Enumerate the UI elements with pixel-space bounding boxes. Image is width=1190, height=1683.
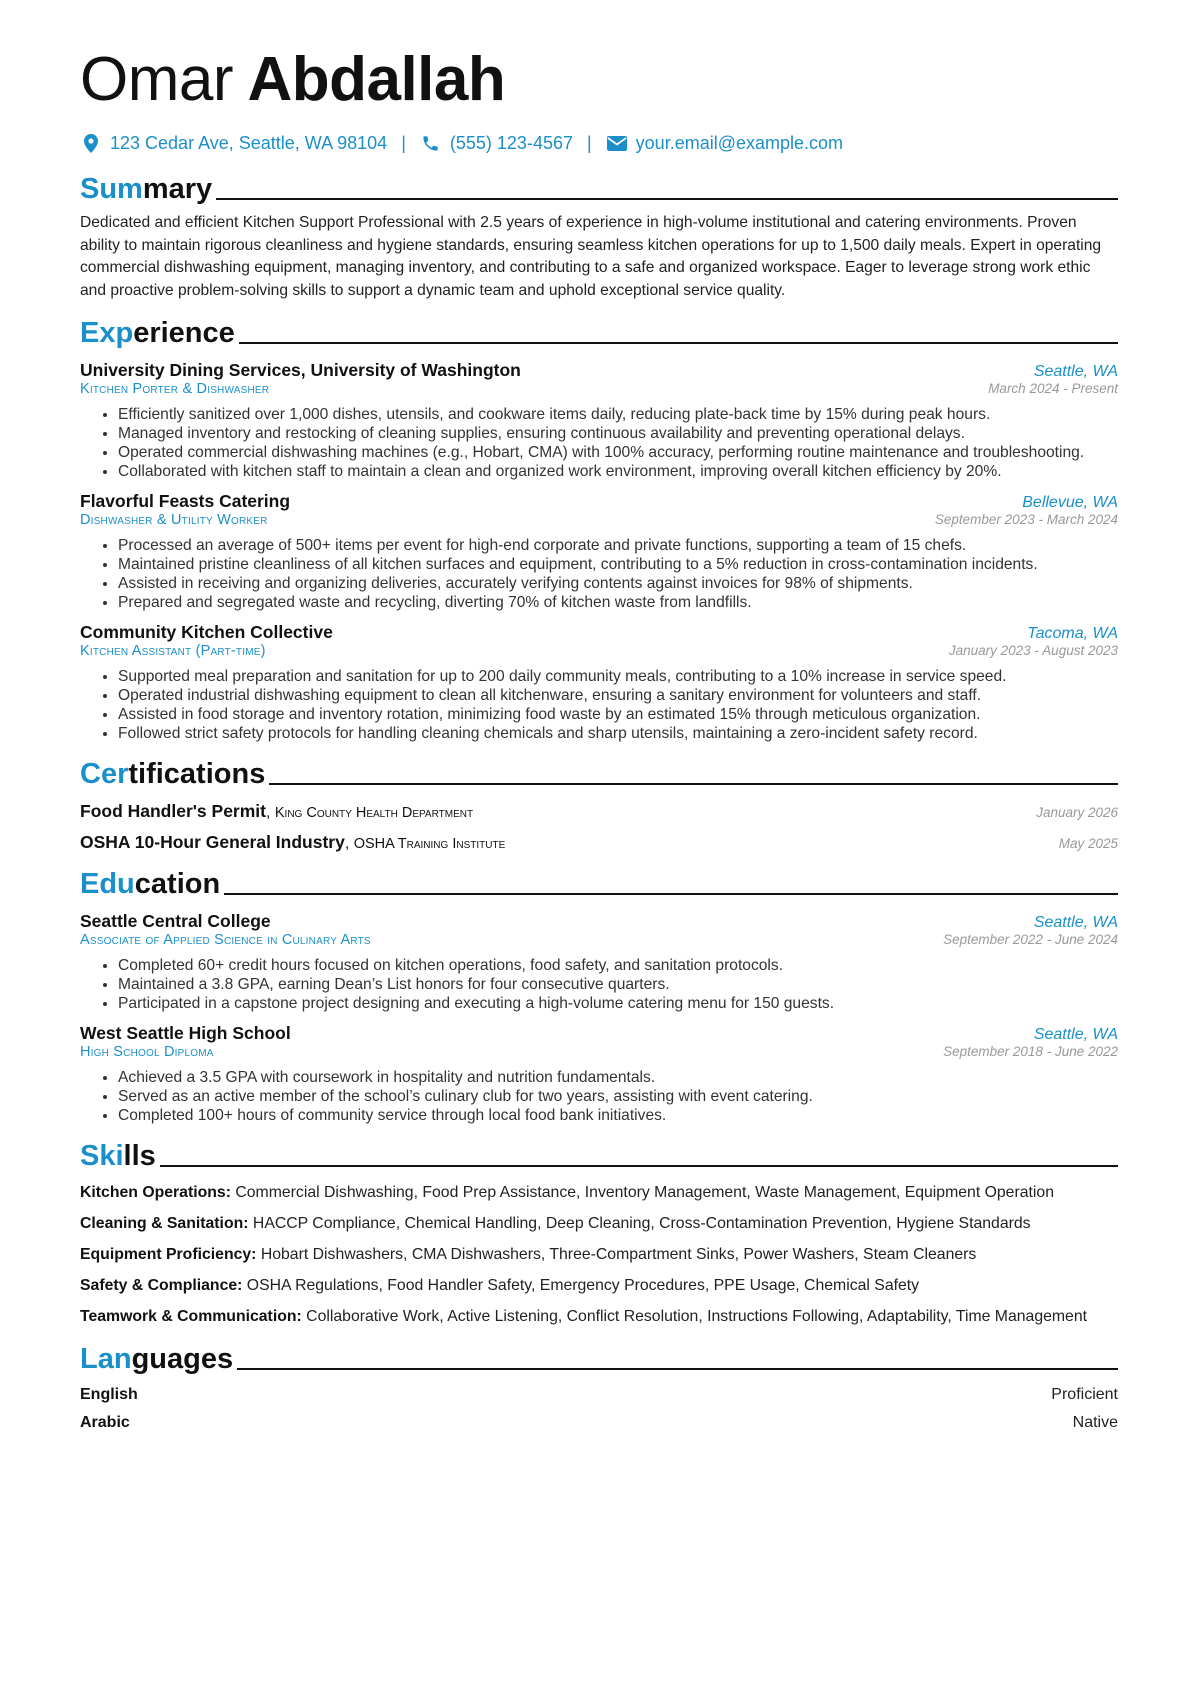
heading-rest: lls: [123, 1140, 156, 1172]
certification-date: May 2025: [1058, 836, 1118, 851]
skill-category: Safety & Compliance:: [80, 1277, 243, 1294]
phone-item[interactable]: [420, 133, 573, 154]
certification-issuer: King County Health Department: [274, 805, 474, 821]
bullet-item: • Participated in a capstone project designing and executing a high-volume catering menu for 150 guests.: [118, 994, 1118, 1013]
certification-name: OSHA 10-Hour General Industry: [80, 832, 345, 852]
heading-accent: Ski: [80, 1140, 124, 1172]
bullet-item: • Prepared and segregated waste and recycling, diverting 70% of kitchen waste from landfills.: [118, 593, 1118, 612]
email-link[interactable]: your.email@example.com: [635, 132, 844, 153]
language-name: Arabic: [80, 1414, 130, 1431]
skill-line: [80, 1213, 1118, 1235]
address-item: [80, 133, 387, 154]
employer-name: University Dining Services, University of Washington: [80, 360, 521, 380]
experience-entry: [80, 491, 1118, 612]
contact-separator: |: [401, 132, 406, 153]
education-heading: [80, 863, 1118, 901]
heading-rest: cation: [134, 868, 221, 900]
job-location: Tacoma, WA: [1027, 625, 1118, 642]
school-location: Seattle, WA: [1033, 1026, 1118, 1043]
summary-heading: [80, 168, 1118, 206]
heading-rule: [237, 1368, 1118, 1370]
bullet-item: • Operated industrial dishwashing equipment to clean all kitchenware, ensuring a sanitary environment for volunteers and staff.: [118, 686, 1118, 705]
certification-item: OSHA 10-Hour General Industry, OSHA Training Institute May 2025: [80, 832, 1118, 852]
heading-accent: Edu: [80, 868, 135, 900]
education-bullets: [80, 956, 1118, 1013]
job-bullets: [80, 405, 1118, 481]
bullet-item: • Maintained pristine cleanliness of all kitchen surfaces and equipment, contributing to a 5% reduction in cross-contamination incidents.: [118, 555, 1118, 574]
heading-rest: erience: [133, 317, 235, 349]
certifications-heading: [80, 753, 1118, 791]
heading-accent: Cer: [80, 758, 129, 790]
school-name: West Seattle High School: [80, 1023, 291, 1043]
certification-item: Food Handler's Permit, King County Health Department January 2026: [80, 801, 1118, 821]
address-text: 123 Cedar Ave, Seattle, WA 98104: [110, 132, 388, 153]
degree-title: Associate of Applied Science in Culinary Arts: [80, 932, 371, 948]
school-dates: September 2022 - June 2024: [943, 932, 1118, 947]
envelope-icon: [606, 136, 628, 151]
heading-rest: guages: [131, 1343, 234, 1375]
heading-rule: [216, 198, 1118, 200]
heading-accent: Exp: [80, 317, 134, 349]
bullet-item: • Assisted in food storage and inventory rotation, minimizing food waste by an estimated 15% through meticulous organization.: [118, 705, 1118, 724]
map-pin-icon: [80, 134, 102, 153]
heading-rule: [239, 342, 1118, 344]
certification-issuer: OSHA Training Institute: [353, 836, 506, 852]
skills-heading: [80, 1135, 1118, 1173]
email-item[interactable]: [606, 133, 843, 154]
bullet-item: • Followed strict safety protocols for handling cleaning chemicals and sharp utensils, maintaining a zero-incident safety record.: [118, 724, 1118, 743]
bullet-item: • Operated commercial dishwashing machines (e.g., Hobart, CMA) with 100% accuracy, performing routine maintenance and troubleshooting.: [118, 443, 1118, 462]
phone-text[interactable]: (555) 123-4567: [449, 132, 573, 153]
language-level: Native: [1072, 1414, 1118, 1431]
skill-values: Collaborative Work, Active Listening, Conflict Resolution, Instructions Following, Adaptability, Time Management: [306, 1308, 1088, 1325]
skill-values: OSHA Regulations, Food Handler Safety, Emergency Procedures, PPE Usage, Chemical Safety: [246, 1277, 920, 1294]
bullet-item: • Supported meal preparation and sanitation for up to 200 daily community meals, contributing to a 10% increase in service speed.: [118, 667, 1118, 686]
experience-entry: [80, 622, 1118, 743]
bullet-item: • Efficiently sanitized over 1,000 dishes, utensils, and cookware items daily, reducing plate-back time by 15% during peak hours.: [118, 405, 1118, 424]
education-entry: [80, 1023, 1118, 1125]
job-title: Dishwasher & Utility Worker: [80, 512, 268, 528]
degree-title: High School Diploma: [80, 1044, 214, 1060]
education-bullets: [80, 1068, 1118, 1125]
job-dates: January 2023 - August 2023: [948, 643, 1118, 658]
skill-category: Cleaning & Sanitation:: [80, 1215, 249, 1232]
bullet-item: • Collaborated with kitchen staff to maintain a clean and organized work environment, improving overall kitchen efficiency by 20%.: [118, 462, 1118, 481]
certification-name: Food Handler's Permit: [80, 801, 266, 821]
language-item: [80, 1414, 1118, 1432]
heading-accent: Sum: [80, 173, 143, 205]
skill-category: Kitchen Operations:: [80, 1184, 231, 1201]
language-level: Proficient: [1051, 1386, 1118, 1403]
bullet-item: • Completed 100+ hours of community service through local food bank initiatives.: [118, 1106, 1118, 1125]
job-title: Kitchen Assistant (Part-time): [80, 643, 266, 659]
last-name: Abdallah: [247, 45, 506, 114]
heading-rule: [224, 893, 1118, 895]
skill-values: Commercial Dishwashing, Food Prep Assistance, Inventory Management, Waste Management, Equipment Operation: [235, 1184, 1054, 1201]
skill-category: Equipment Proficiency:: [80, 1246, 257, 1263]
bullet-item: • Maintained a 3.8 GPA, earning Dean’s List honors for four consecutive quarters.: [118, 975, 1118, 994]
skill-values: Hobart Dishwashers, CMA Dishwashers, Three-Compartment Sinks, Power Washers, Steam Cleaners: [260, 1246, 977, 1263]
language-item: [80, 1386, 1118, 1404]
candidate-name: [80, 40, 1118, 120]
bullet-item: • Achieved a 3.5 GPA with coursework in hospitality and nutrition fundamentals.: [118, 1068, 1118, 1087]
summary-text: Dedicated and efficient Kitchen Support Professional with 2.5 years of experience in high-volume institutional and catering environments. Proven ability to maintain rigorous cleanliness and hygiene standards, ensuring seamless kitchen operations for up to 1,500 daily meals. Expert in operating commercial dishwashing equipment, managing inventory, and contributing to a safe and organized workspace. Eager to leverage strong work ethic and proactive problem-solving skills to support a dynamic team and uphold exceptional service quality.: [80, 214, 1102, 299]
bullet-item: • Processed an average of 500+ items per event for high-end corporate and private functions, supporting a team of 15 chefs.: [118, 536, 1118, 555]
heading-rule: [269, 783, 1118, 785]
language-name: English: [80, 1386, 138, 1403]
bullet-item: • Served as an active member of the school’s culinary club for two years, assisting with event catering.: [118, 1087, 1118, 1106]
employer-name: Community Kitchen Collective: [80, 622, 333, 642]
first-name: Omar: [80, 45, 233, 114]
heading-rest: tifications: [128, 758, 266, 790]
job-location: Bellevue, WA: [1022, 494, 1118, 511]
school-location: Seattle, WA: [1033, 914, 1118, 931]
skill-line: [80, 1244, 1118, 1266]
bullet-item: • Managed inventory and restocking of cleaning supplies, ensuring continuous availability and preventing operational delays.: [118, 424, 1118, 443]
experience-entry: [80, 360, 1118, 481]
contact-line: [80, 128, 1118, 158]
skill-line: [80, 1182, 1118, 1204]
job-bullets: [80, 667, 1118, 743]
school-name: Seattle Central College: [80, 911, 271, 931]
bullet-item: • Completed 60+ credit hours focused on kitchen operations, food safety, and sanitation protocols.: [118, 956, 1118, 975]
skill-category: Teamwork & Communication:: [80, 1308, 302, 1325]
heading-accent: Lan: [80, 1343, 132, 1375]
job-title: Kitchen Porter & Dishwasher: [80, 381, 270, 397]
skill-values: HACCP Compliance, Chemical Handling, Deep Cleaning, Cross-Contamination Prevention, Hygiene Standards: [252, 1215, 1031, 1232]
experience-heading: [80, 312, 1118, 350]
certification-date: January 2026: [1036, 805, 1118, 820]
heading-rule: [160, 1165, 1118, 1167]
education-entry: [80, 911, 1118, 1013]
school-dates: September 2018 - June 2022: [943, 1044, 1118, 1059]
job-dates: March 2024 - Present: [988, 381, 1118, 396]
skill-line: [80, 1306, 1118, 1328]
phone-icon: [420, 134, 442, 153]
languages-heading: [80, 1338, 1118, 1376]
bullet-item: • Assisted in receiving and organizing deliveries, accurately verifying contents against invoices for 98% of shipments.: [118, 574, 1118, 593]
contact-separator: |: [586, 132, 592, 153]
job-dates: September 2023 - March 2024: [934, 512, 1118, 527]
heading-rest: mary: [142, 173, 213, 205]
employer-name: Flavorful Feasts Catering: [80, 491, 291, 511]
job-bullets: [80, 536, 1118, 612]
skill-line: [80, 1275, 1118, 1297]
job-location: Seattle, WA: [1033, 363, 1118, 380]
